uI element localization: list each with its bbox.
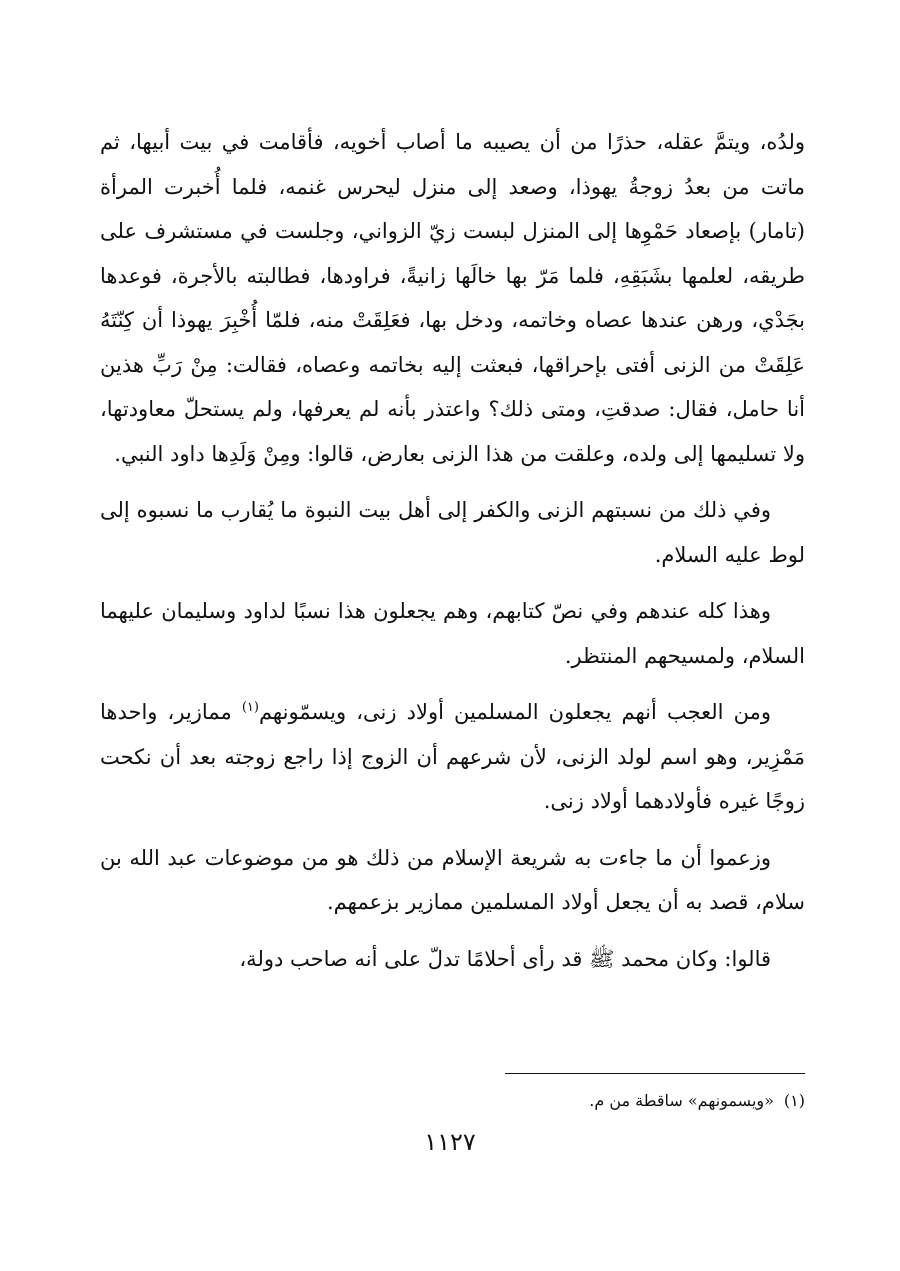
footnote	[100, 1088, 805, 1114]
paragraph-2: وفي ذلك من نسبتهم الزنى والكفر إلى أهل بيت النبوة ما يُقارب ما نسبوه إلى لوط عليه السلام.	[100, 498, 805, 567]
footnote-number: (١)	[783, 1091, 805, 1110]
footnote-reference[interactable]: (١)	[241, 700, 259, 715]
footnote-divider	[505, 1073, 805, 1074]
page-body	[100, 120, 805, 993]
paragraph-5: وزعموا أن ما جاءت به شريعة الإسلام من ذلك هو من موضوعات عبد الله بن سلام، قصد به أن يجعل أولاد المسلمين ممازير بزعمهم.	[100, 845, 805, 914]
footnote-text: «ويسمونهم» ساقطة من م.	[589, 1091, 774, 1110]
paragraph-1: ولدُه، ويتمَّ عقله، حذرًا من أن يصيبه ما أصاب أخويه، فأقامت في بيت أبيها، ثم ماتت من بعدُ زوجةُ يهوذا، وصعد إلى منزل ليحرس غنمه، فلما أُخبرت المرأة (تامار) بإصعاد حَمْوِها إلى المنزل لبست زيّ الزواني، وجلست في مستشرف على طريقه، لعلمها بشَبَقِهِ، فلما مَرّ بها خالَها زانيةً، فراودها، فطالبته بالأجرة، فوعدها بجَدْي، ورهن عندها عصاه وخاتمه، ودخل بها، فعَلِقَتْ منه، فلمّا أُخْبِرَ يهوذا أن كِنّتَهُ عَلِقَتْ من الزنى أفتى بإحراقها، فبعثت إليه بخاتمه وعصاه، فقالت: مِنْ رَبِّ هذين أنا حامل، فقال: صدقتِ، ومتى ذلك؟ واعتذر بأنه لم يعرفها، ولم يستحلّ معاودتها، ولا تسليمها إلى ولده، وعلقت من هذا الزنى بعارض، قالوا: ومِنْ وَلَدِها داود النبي.	[100, 130, 805, 466]
paragraph-4-text-after: ممازير، واحدها مَمْزِير، وهو اسم لولد الزنى، لأن شرعهم أن الزوج إذا راجع زوجته بعد أن نكحت زوجًا غيره فأولادهما أولاد زنى.	[100, 700, 805, 813]
paragraph-4	[100, 690, 805, 824]
paragraph-6: قالوا: وكان محمد ﷺ قد رأى أحلامًا تدلّ على أنه صاحب دولة،	[239, 946, 771, 971]
paragraph-3: وهذا كله عندهم وفي نصّ كتابهم، وهم يجعلون هذا نسبًا لداود وسليمان عليهما السلام، ولمسيحهم المنتظر.	[100, 599, 805, 668]
page-number: ١١٢٧	[424, 1128, 476, 1156]
paragraph-4-text-before: ومن العجب أنهم يجعلون المسلمين أولاد زنى، ويسمّونهم	[258, 700, 771, 724]
